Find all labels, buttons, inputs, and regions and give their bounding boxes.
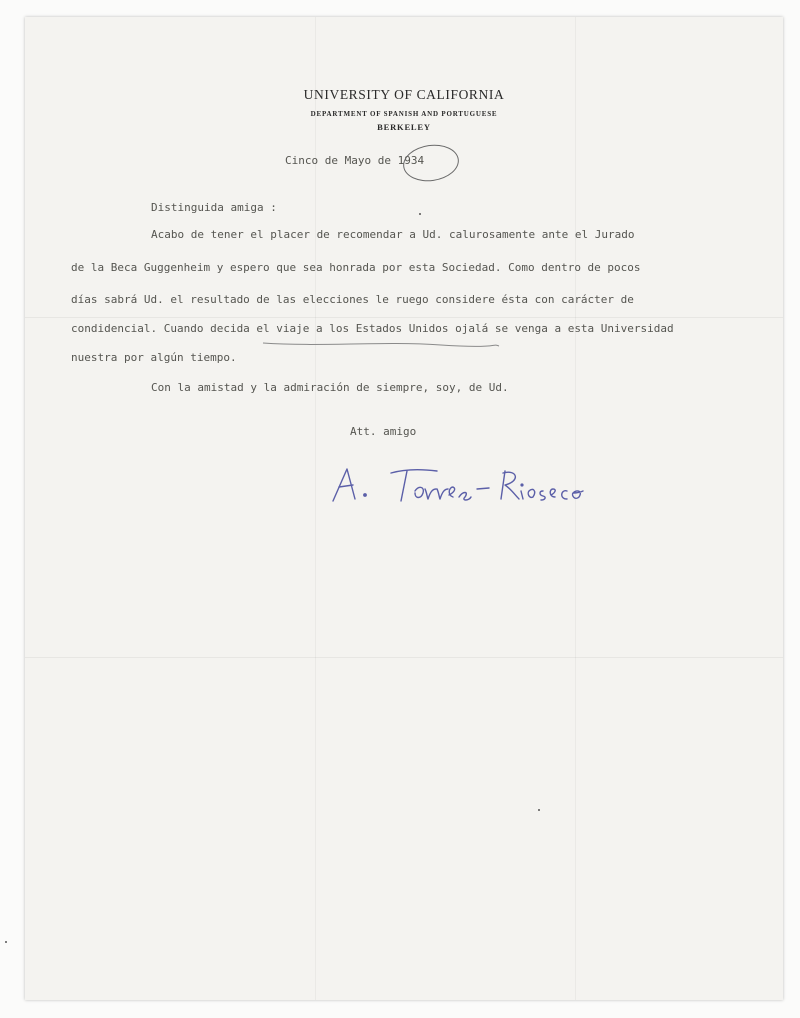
letter-date: Cinco de Mayo de 1934	[285, 154, 425, 167]
pencil-underline-mark	[261, 337, 501, 351]
fold-line	[25, 317, 783, 318]
letterhead-department: DEPARTMENT OF SPANISH AND PORTUGUESE	[310, 110, 498, 118]
letterhead-city: BERKELEY	[377, 122, 431, 132]
handwritten-signature	[325, 455, 595, 515]
body-line: condidencial. Cuando decida el viaje a los Estados Unidos ojalá se venga a esta Universidad	[71, 322, 674, 335]
paper-speck	[419, 213, 421, 215]
scan-speck	[5, 941, 7, 943]
body-line: de la Beca Guggenheim y espero que sea honrada por esta Sociedad. Como dentro de pocos	[71, 261, 641, 274]
letter-paper	[25, 17, 783, 1000]
closing-line: Con la amistad y la admiración de siempre, soy, de Ud.	[151, 381, 509, 394]
body-line: nuestra por algún tiempo.	[71, 351, 237, 364]
fold-line	[25, 657, 783, 658]
salutation: Distinguida amiga :	[151, 201, 277, 214]
paper-speck	[538, 809, 540, 811]
letterhead-university: UNIVERSITY OF CALIFORNIA	[303, 87, 505, 102]
body-line: días sabrá Ud. el resultado de las elecciones le ruego considere ésta con carácter de	[71, 293, 634, 306]
sign-off: Att. amigo	[350, 425, 417, 438]
pencil-circle-mark	[401, 141, 461, 184]
body-line: Acabo de tener el placer de recomendar a Ud. calurosamente ante el Jurado	[151, 228, 635, 241]
